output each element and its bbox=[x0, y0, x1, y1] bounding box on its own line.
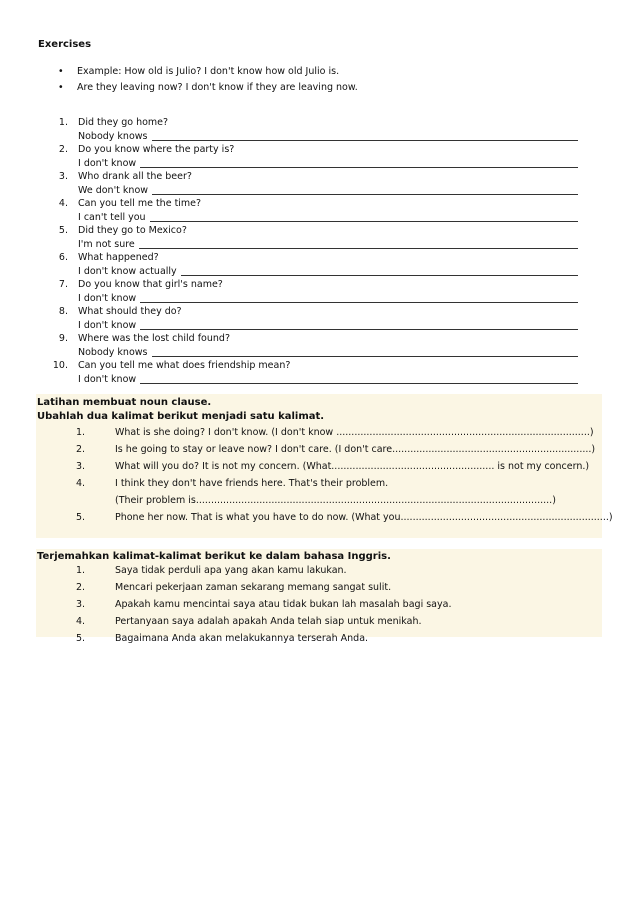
answer-blank-line[interactable] bbox=[150, 220, 578, 222]
exercise-question: Did they go home? bbox=[78, 117, 169, 128]
answer-prefix: I don't know bbox=[78, 320, 137, 331]
row-number: 4. bbox=[76, 478, 86, 489]
answer-prefix: I don't know bbox=[78, 374, 137, 385]
bullet-icon: • bbox=[58, 81, 64, 93]
exercise-item bbox=[46, 224, 586, 251]
answer-blank-line[interactable] bbox=[140, 328, 578, 330]
answer-prefix: I don't know bbox=[78, 158, 137, 169]
row-number: 1. bbox=[76, 427, 86, 438]
row-text: What is she doing? I don't know. (I don't know ....................................................................................) bbox=[115, 427, 594, 438]
answer-blank-line[interactable] bbox=[152, 139, 579, 141]
answer-blank-line[interactable] bbox=[139, 247, 578, 249]
latihan-section-background-extension bbox=[36, 524, 602, 538]
exercise-number: 7. bbox=[58, 279, 68, 290]
exercise-number: 5. bbox=[58, 225, 68, 236]
row-number: 4. bbox=[76, 616, 86, 627]
row-text: Apakah kamu mencintai saya atau tidak bukan lah masalah bagi saya. bbox=[115, 599, 452, 610]
answer-blank-line[interactable] bbox=[152, 355, 579, 357]
row-text: I think they don't have friends here. That's their problem. bbox=[115, 478, 389, 489]
exercise-list bbox=[46, 116, 586, 386]
exercise-item bbox=[46, 278, 586, 305]
exercise-answer bbox=[78, 157, 578, 171]
terjemahkan-row bbox=[76, 562, 600, 579]
exercise-question: Where was the lost child found? bbox=[78, 333, 230, 344]
latihan-row bbox=[76, 441, 600, 458]
answer-blank-line[interactable] bbox=[140, 382, 578, 384]
row-text: Is he going to stay or leave now? I don't care. (I don't care..................................................................) bbox=[115, 444, 596, 455]
exercise-question: Can you tell me what does friendship mean? bbox=[78, 360, 291, 371]
exercise-answer bbox=[78, 346, 578, 360]
exercise-question: Do you know where the party is? bbox=[78, 144, 235, 155]
answer-prefix: I can't tell you bbox=[78, 212, 146, 223]
row-text: Bagaimana Anda akan melakukannya terserah Anda. bbox=[115, 633, 369, 644]
exercise-question: What should they do? bbox=[78, 306, 182, 317]
latihan-subtitle: Ubahlah dua kalimat berikut menjadi satu kalimat. bbox=[37, 411, 325, 422]
answer-blank-line[interactable] bbox=[140, 166, 578, 168]
exercise-question: Did they go to Mexico? bbox=[78, 225, 187, 236]
latihan-row bbox=[76, 509, 613, 526]
exercise-answer bbox=[78, 292, 578, 306]
row-number: 3. bbox=[76, 599, 86, 610]
exercise-item bbox=[46, 251, 586, 278]
answer-prefix: Nobody knows bbox=[78, 347, 148, 358]
exercise-number: 8. bbox=[58, 306, 68, 317]
exercise-question: What happened? bbox=[78, 252, 159, 263]
row-text: Saya tidak perduli apa yang akan kamu lakukan. bbox=[115, 565, 347, 576]
exercise-answer bbox=[78, 238, 578, 252]
row-number: 5. bbox=[76, 512, 86, 523]
terjemahkan-row bbox=[76, 579, 600, 596]
row-number: 2. bbox=[76, 444, 86, 455]
exercise-item bbox=[46, 116, 586, 143]
latihan-title: Latihan membuat noun clause. bbox=[37, 397, 212, 408]
exercise-number: 3. bbox=[58, 171, 68, 182]
latihan-row bbox=[76, 424, 600, 441]
terjemahkan-row bbox=[76, 596, 600, 613]
row-text: Phone her now. That is what you have to do now. (What you.....................................................................) bbox=[115, 512, 613, 523]
exercise-question: Do you know that girl's name? bbox=[78, 279, 223, 290]
exercises-title: Exercises bbox=[38, 39, 92, 50]
exercise-item bbox=[46, 143, 586, 170]
exercise-answer bbox=[78, 211, 578, 225]
answer-prefix: I don't know actually bbox=[78, 266, 177, 277]
row-number: 1. bbox=[76, 565, 86, 576]
exercise-item bbox=[46, 359, 586, 386]
terjemahkan-row bbox=[76, 613, 600, 630]
answer-blank-line[interactable] bbox=[181, 274, 578, 276]
exercise-answer bbox=[78, 373, 578, 387]
row-number: 2. bbox=[76, 582, 86, 593]
exercise-number: 6. bbox=[58, 252, 68, 263]
exercise-number: 2. bbox=[58, 144, 68, 155]
answer-prefix: I'm not sure bbox=[78, 239, 135, 250]
bullet-text: Are they leaving now? I don't know if they are leaving now. bbox=[77, 81, 358, 93]
exercise-answer bbox=[78, 130, 578, 144]
exercise-item bbox=[46, 170, 586, 197]
exercise-item bbox=[46, 332, 586, 359]
answer-prefix: I don't know bbox=[78, 293, 137, 304]
bullet-text: Example: How old is Julio? I don't know how old Julio is. bbox=[77, 66, 340, 77]
bullet-icon: • bbox=[58, 66, 64, 77]
terjemahkan-row bbox=[76, 630, 600, 647]
row-text: (Their problem is......................................................................................................................) bbox=[115, 495, 556, 506]
latihan-row bbox=[76, 475, 600, 492]
exercise-item bbox=[46, 305, 586, 332]
exercise-answer bbox=[78, 265, 578, 279]
exercise-question: Can you tell me the time? bbox=[78, 198, 202, 209]
exercise-number: 4. bbox=[58, 198, 68, 209]
row-text: Pertanyaan saya adalah apakah Anda telah siap untuk menikah. bbox=[115, 616, 422, 627]
row-text: What will you do? It is not my concern. (What...................................................... is not my concern.) bbox=[115, 461, 590, 472]
exercise-answer bbox=[78, 184, 578, 198]
answer-prefix: Nobody knows bbox=[78, 131, 148, 142]
terjemahkan-title: Terjemahkan kalimat-kalimat berikut ke dalam bahasa Inggris. bbox=[37, 551, 391, 562]
exercise-number: 10. bbox=[52, 360, 68, 371]
answer-blank-line[interactable] bbox=[140, 301, 578, 303]
exercise-answer bbox=[78, 319, 578, 333]
row-text: Mencari pekerjaan zaman sekarang memang sangat sulit. bbox=[115, 582, 392, 593]
exercise-number: 9. bbox=[58, 333, 68, 344]
exercise-question: Who drank all the beer? bbox=[78, 171, 192, 182]
answer-blank-line[interactable] bbox=[152, 193, 578, 195]
row-number: 5. bbox=[76, 633, 86, 644]
answer-prefix: We don't know bbox=[78, 185, 149, 196]
exercise-number: 1. bbox=[58, 117, 68, 128]
latihan-row bbox=[76, 492, 600, 509]
latihan-row bbox=[76, 458, 600, 475]
exercise-item bbox=[46, 197, 586, 224]
row-number: 3. bbox=[76, 461, 86, 472]
